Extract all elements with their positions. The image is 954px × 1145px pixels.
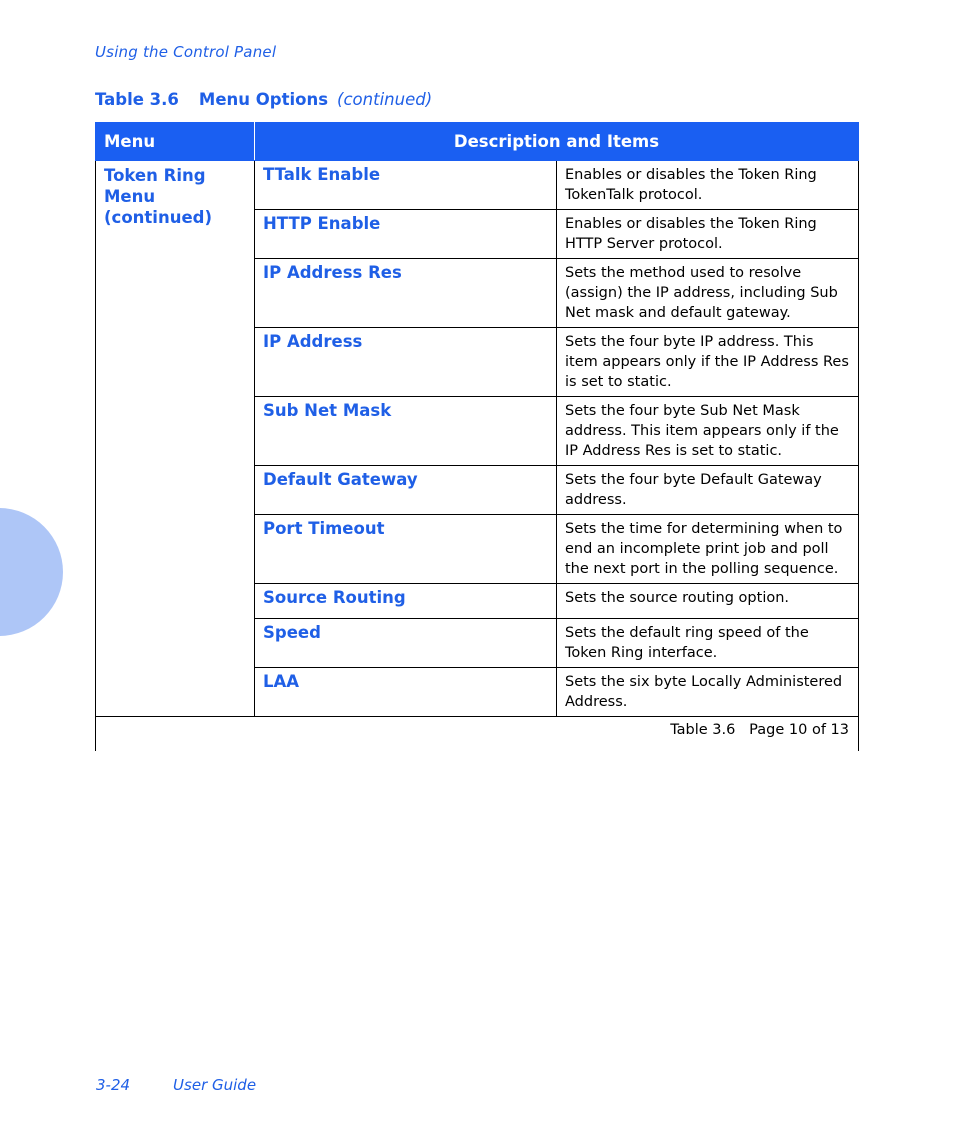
item-name: TTalk Enable bbox=[255, 161, 557, 210]
item-name: Default Gateway bbox=[255, 466, 557, 515]
item-name: Port Timeout bbox=[255, 515, 557, 584]
running-head: Using the Control Panel bbox=[95, 43, 277, 61]
table-header-row bbox=[96, 123, 859, 161]
column-header-description: Description and Items bbox=[255, 123, 859, 161]
item-description: Sets the four byte Sub Net Mask address. This item appears only if the IP Address Res is set to static. bbox=[557, 397, 859, 466]
item-description: Sets the four byte Default Gateway address. bbox=[557, 466, 859, 515]
table-title: Menu Options bbox=[198, 90, 329, 109]
item-description: Sets the method used to resolve (assign) the IP address, including Sub Net mask and default gateway. bbox=[557, 259, 859, 328]
item-description: Sets the time for determining when to end an incomplete print job and poll the next port in the polling sequence. bbox=[557, 515, 859, 584]
column-header-menu: Menu bbox=[96, 123, 255, 161]
item-name: IP Address bbox=[255, 328, 557, 397]
item-name: Sub Net Mask bbox=[255, 397, 557, 466]
table-continued-note: (continued) bbox=[337, 90, 433, 109]
table-number: Table 3.6 bbox=[95, 90, 179, 109]
page-footer bbox=[96, 1076, 256, 1094]
item-name: IP Address Res bbox=[255, 259, 557, 328]
menu-options-table bbox=[95, 122, 859, 751]
item-description: Sets the six byte Locally Administered Address. bbox=[557, 668, 859, 717]
item-description: Sets the default ring speed of the Token Ring interface. bbox=[557, 619, 859, 668]
table-caption bbox=[95, 90, 432, 109]
item-description: Enables or disables the Token Ring HTTP Server protocol. bbox=[557, 210, 859, 259]
table-page-indicator: Table 3.6 Page 10 of 13 bbox=[96, 717, 859, 751]
item-name: Source Routing bbox=[255, 584, 557, 619]
item-name: HTTP Enable bbox=[255, 210, 557, 259]
item-name: Speed bbox=[255, 619, 557, 668]
menu-name-cell: Token Ring Menu (continued) bbox=[96, 161, 255, 717]
page-number: 3-24 bbox=[96, 1076, 131, 1094]
item-name: LAA bbox=[255, 668, 557, 717]
chapter-side-tab bbox=[0, 508, 63, 636]
table-footer-row bbox=[96, 717, 859, 751]
table-row bbox=[96, 161, 859, 210]
item-description: Enables or disables the Token Ring TokenTalk protocol. bbox=[557, 161, 859, 210]
guide-title: User Guide bbox=[173, 1076, 257, 1094]
item-description: Sets the four byte IP address. This item appears only if the IP Address Res is set to static. bbox=[557, 328, 859, 397]
item-description: Sets the source routing option. bbox=[557, 584, 859, 619]
